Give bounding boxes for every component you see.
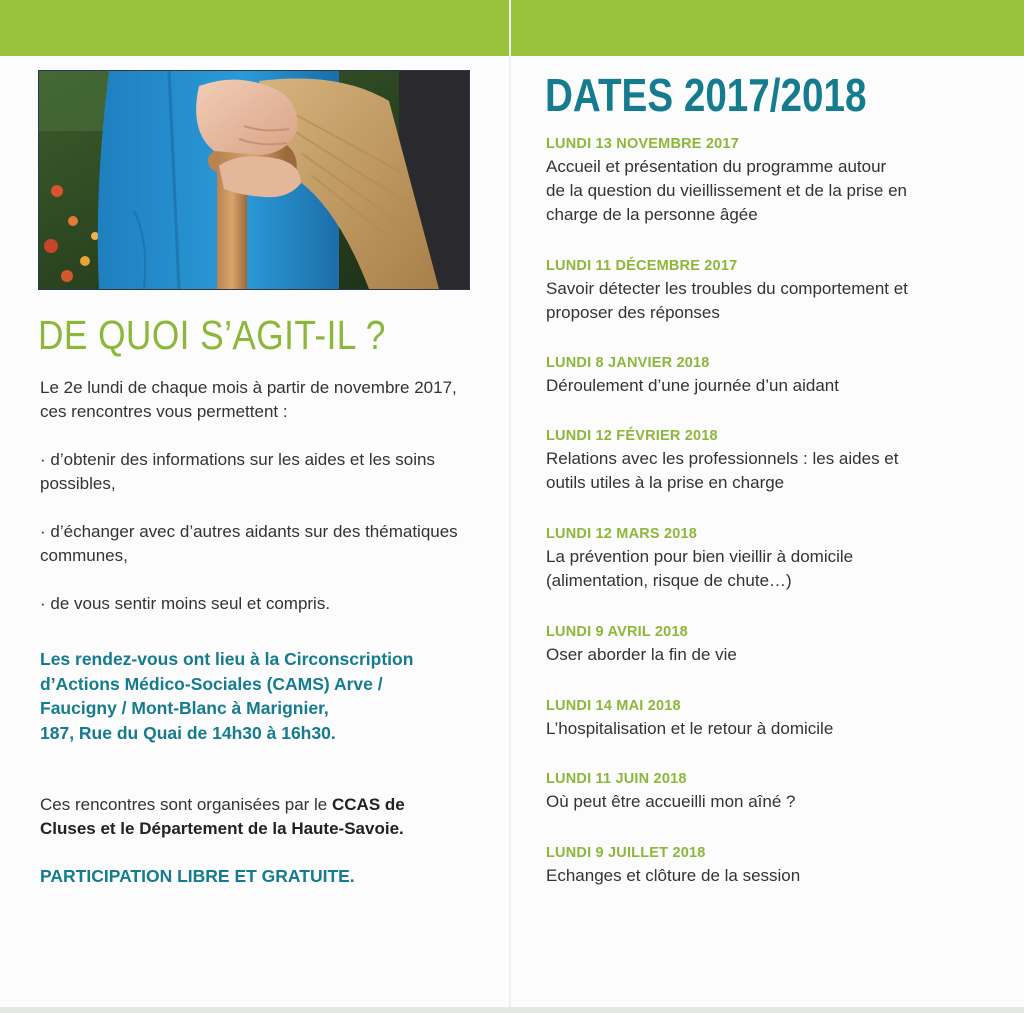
date-item	[546, 425, 996, 495]
date-label: LUNDI 12 MARS 2018	[546, 526, 698, 542]
date-item	[546, 768, 996, 814]
section-title: DE QUOI S’AGIT-IL ?	[38, 312, 386, 358]
date-item	[546, 255, 996, 325]
venue-line: d’Actions Médico-Sociales (CAMS) Arve /	[40, 673, 383, 694]
date-item	[546, 621, 996, 667]
date-description-line: Relations avec les professionnels : les aides et	[546, 449, 899, 468]
date-description-line: outils utiles à la prise en charge	[546, 473, 785, 492]
date-description-line: (alimentation, risque de chute…)	[546, 571, 792, 590]
bullet-item: · de vous sentir moins seul et compris.	[40, 594, 331, 613]
venue-info	[40, 647, 490, 745]
date-item	[546, 842, 996, 888]
top-color-band	[0, 0, 1024, 56]
organizers-bold-2: Cluses et le Département de la Haute-Savoie.	[40, 819, 404, 838]
organizers-line-1	[40, 793, 500, 817]
dates-title: DATES 2017/2018	[545, 69, 867, 121]
date-description-line: proposer des réponses	[546, 303, 720, 322]
page-bottom-edge	[0, 1007, 1024, 1013]
participation-note: PARTICIPATION LIBRE ET GRATUITE.	[40, 866, 355, 886]
date-item	[546, 695, 996, 741]
date-description-line: L’hospitalisation et le retour à domicile	[546, 719, 834, 738]
date-item	[546, 133, 996, 227]
date-description-line: Accueil et présentation du programme autour	[546, 157, 887, 176]
venue-line: 187, Rue du Quai de 14h30 à 16h30.	[40, 722, 336, 743]
date-label: LUNDI 13 NOVEMBRE 2017	[546, 136, 739, 152]
organizers-bold-1: CCAS de	[332, 795, 405, 814]
date-description-line: Savoir détecter les troubles du comportement et	[546, 279, 908, 298]
organizers-prefix: Ces rencontres sont organisées par le	[40, 795, 332, 814]
organizers-text	[40, 793, 500, 841]
date-description-line: Oser aborder la fin de vie	[546, 645, 737, 664]
date-label: LUNDI 11 DÉCEMBRE 2017	[546, 258, 738, 274]
date-description-line: de la question du vieillissement et de la prise en	[546, 181, 907, 200]
date-label: LUNDI 11 JUIN 2018	[546, 771, 687, 787]
intro-paragraph: Le 2e lundi de chaque mois à partir de novembre 2017, ces rencontres vous permettent :	[40, 378, 457, 421]
organizers-line-2	[40, 817, 500, 841]
bullet-item: · d’échanger avec d’autres aidants sur des thématiques communes,	[40, 522, 458, 565]
date-description-line: charge de la personne âgée	[546, 205, 758, 224]
date-description-line: Déroulement d’une journée d’un aidant	[546, 376, 839, 395]
bullet-item: · d’obtenir des informations sur les aides et les soins possibles,	[40, 450, 435, 493]
date-label: LUNDI 9 JUILLET 2018	[546, 845, 706, 861]
date-label: LUNDI 12 FÉVRIER 2018	[546, 428, 718, 444]
photo-illustration	[39, 71, 469, 289]
date-label: LUNDI 8 JANVIER 2018	[546, 355, 710, 371]
date-label: LUNDI 14 MAI 2018	[546, 698, 681, 714]
date-description-line: Où peut être accueilli mon aîné ?	[546, 792, 796, 811]
date-label: LUNDI 9 AVRIL 2018	[546, 624, 688, 640]
date-item	[546, 352, 996, 398]
venue-line: Faucigny / Mont-Blanc à Marignier,	[40, 698, 329, 718]
venue-line: Les rendez-vous ont lieu à la Circonscription	[40, 649, 414, 669]
page-fold	[509, 0, 511, 1013]
date-item	[546, 523, 996, 593]
photo-hands-on-cane	[38, 70, 470, 290]
date-description-line: Echanges et clôture de la session	[546, 866, 801, 885]
date-description-line: La prévention pour bien vieillir à domicile	[546, 547, 854, 566]
intro-text	[40, 376, 480, 616]
